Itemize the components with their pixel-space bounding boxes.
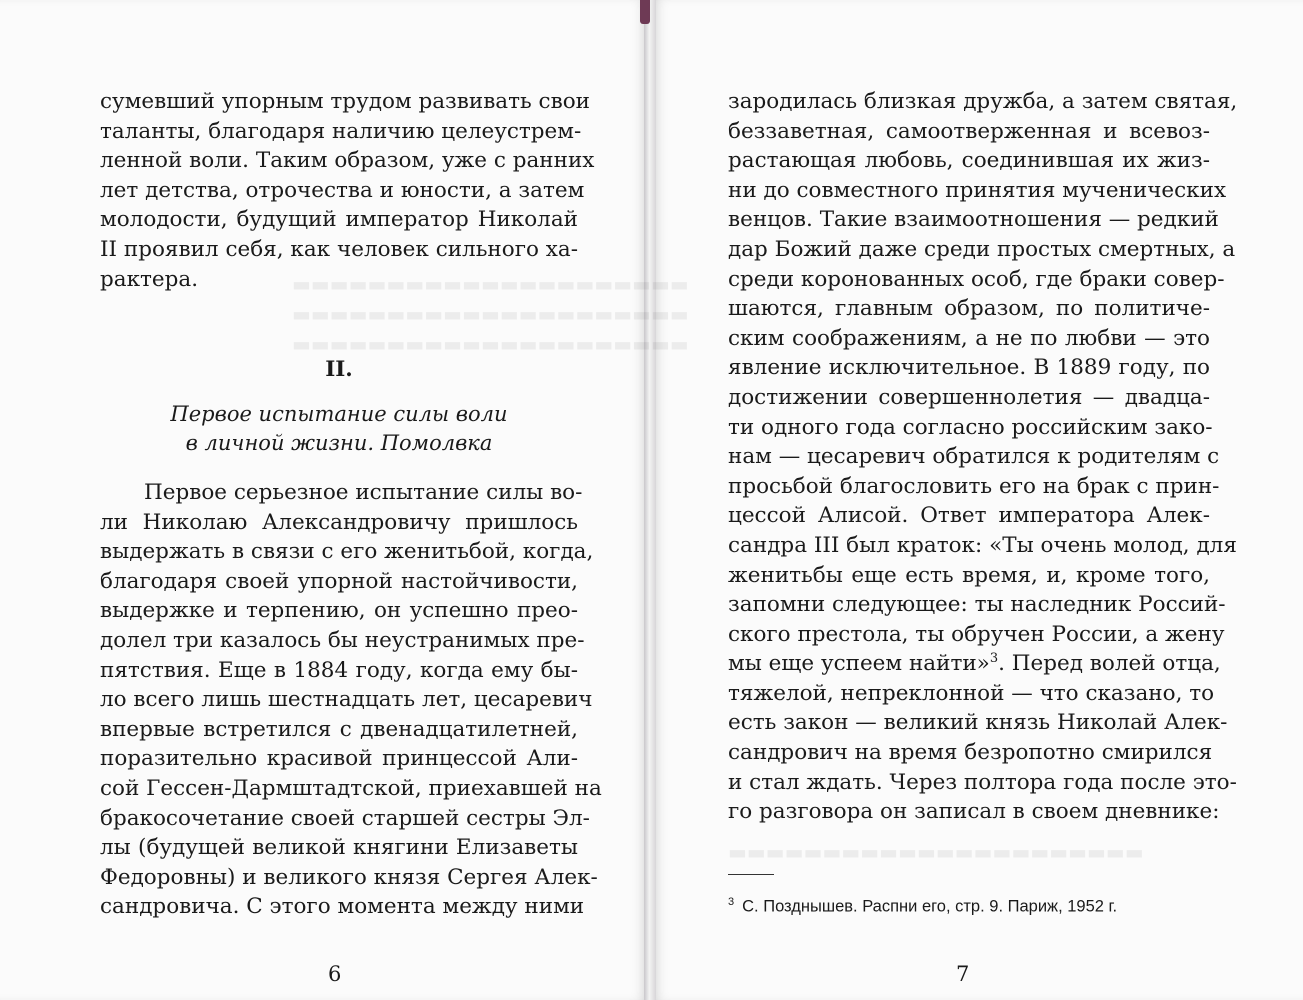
text-line: зародилась близкая дружба, а затем святая, [728,89,1238,114]
text-line: благодаря своей упорной настойчивости, [100,568,578,594]
text-line: и стал ждать. Через полтора года после это- [728,769,1237,795]
subtitle-line: в личной жизни. Помолвка [185,431,493,455]
bookmark-ribbon [640,0,650,24]
text-line: сой Гессен-Дармштадтской, приехавшей на [100,775,602,801]
text-line: сумевший упорным трудом развивать свои [100,89,590,114]
page-number-left: 6 [328,962,342,986]
text-line: рактера. [100,266,199,292]
text-line: растающая любовь, соединившая их жиз- [728,148,1210,174]
text-line: ти одного года согласно российским зако- [728,414,1213,440]
text-line: таланты, благодаря наличию целеустрем- [100,118,582,144]
text-line: женитьбы еще есть время, и, кроме того, [728,562,1210,588]
line-tail: . Перед волей отца, [998,651,1221,677]
right-paragraph [728,87,1238,827]
text-line: пятствия. Еще в 1884 году, когда ему бы- [100,657,578,683]
text-line: венцов. Такие взаимоотношения — редкий [728,207,1219,233]
footnote-marker: 3 [728,896,735,908]
text-line: Первое серьезное испытание силы во- [144,480,583,505]
text-line: впервые встретился с двенадцатилетней, [100,716,578,742]
chapter-number: II. [325,357,353,382]
text-line: го разговора он записал в своем дневнике: [728,799,1220,825]
text-line: дар Божий даже среди простых смертных, а [728,236,1236,262]
text-line: Федоровны) и великого князя Сергея Алек- [100,864,598,890]
text-line: среди коронованных особ, где браки совер- [728,266,1225,292]
footnote-divider [728,874,774,875]
text-line: достижении совершеннолетия — двадца- [728,384,1210,410]
text-line: просьбой благословить его на брак с прин- [728,473,1220,499]
footnote-reference[interactable]: 3 [989,651,999,667]
footnote [728,896,1218,917]
text-line: ло всего лишь шестнадцать лет, цесаревич [100,687,593,713]
text-line: поразительно красивой принцессой Али- [100,746,578,772]
text-line: II проявил себя, как человек сильного ха- [100,236,578,262]
text-line: долел три казалось бы неустранимых пре- [100,627,585,653]
text-line: сандровича. С этого момента между ними [100,894,585,920]
text-line: явление исключительное. В 1889 году, по [728,355,1210,381]
text-line: шаются, главным образом, по политиче- [728,296,1210,322]
text-line: цессой Алисой. Ответ императора Алек- [728,503,1210,529]
text-line: лы (будущей великой княгини Елизаветы [100,835,578,861]
left-paragraph-1 [100,87,595,294]
text-line: молодости, будущий император Николай [100,207,578,233]
text-line: сандра III был краток: «Ты очень молод, для [728,532,1237,558]
text-line: ленной воли. Таким образом, уже с ранних [100,148,595,174]
quote-text: мы еще успеем найти» [728,651,990,677]
footnote-text: С. Позднышев. Распни его, стр. 9. Париж, 1952 г. [742,897,1118,916]
chapter-subtitle [100,400,578,458]
text-line: ским соображениям, а не по любви — это [728,325,1210,351]
text-line: бракосочетание своей старшей сестры Эл- [100,805,590,831]
text-line: выдержке и терпению, он успешно прео- [100,598,578,624]
text-line: запомни следующее: ты наследник Россий- [728,592,1226,618]
page-number-right: 7 [956,962,970,986]
text-line: выдержать в связи с его женитьбой, когда, [100,539,594,565]
left-paragraph-2 [100,478,602,922]
text-line: ли Николаю Александровичу пришлось [100,509,578,535]
subtitle-line: Первое испытание силы воли [170,402,508,426]
book-gutter [644,0,656,1000]
text-line: есть закон — великий князь Николай Алек- [728,710,1228,736]
text-line [728,649,1221,679]
text-line: ского престола, ты обручен России, а жену [728,621,1225,647]
text-line: ни до совместного принятия мученических [728,177,1227,203]
text-line: тяжелой, непреклонной — что сказано, то [728,680,1215,706]
quote-fragment [728,649,1221,679]
text-line: нам — цесаревич обратился к родителям с [728,444,1220,470]
text-line: сандрович на время безропотно смирился [728,740,1213,766]
text-line: беззаветная, самоотверженная и всевоз- [728,118,1210,144]
text-line: лет детства, отрочества и юности, а затем [100,177,585,203]
